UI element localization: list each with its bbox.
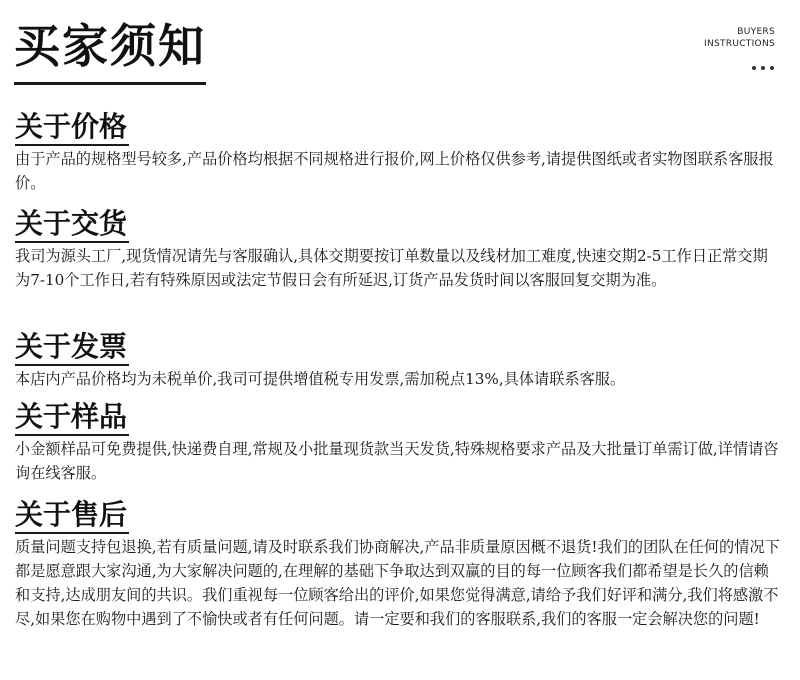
header (0, 0, 800, 92)
section-heading-delivery: 关于交货 (15, 207, 129, 243)
section-body-delivery: 我司为源头工厂,现货情况请先与客服确认,具体交期要按订单数量以及线材加工难度,快速交期2-5工作日正常交期为7-10个工作日,若有特殊原因或法定节假日会有所延迟,订货产品发货时间以客服回复交期为准。 (15, 247, 768, 289)
subtitle-line-1: BUYERS (737, 27, 775, 37)
more-dots-icon (752, 66, 774, 70)
page-title: 买家须知 (14, 19, 206, 73)
section-heading-aftersale: 关于售后 (15, 498, 129, 534)
section-invoice (15, 330, 780, 391)
section-body-aftersale: 质量问题支持包退换,若有质量问题,请及时联系我们协商解决,产品非质量原因概不退货!我们的团队在任何的情况下都是愿意跟大家沟通,为大家解决问题的,在理解的基础下争取达到双赢的目的每一位顾客我们都希望是长久的信赖和支持,达成朋友间的共识。我们重视每一位顾客给出的评价,如果您觉得满意,请给予我们好评和满分,我们将感激不尽,如果您在购物中遇到了不愉快或者有任何问题。请一定要和我们的客服联系,我们的客服一定会解决您的问题! (15, 538, 780, 628)
section-heading-sample: 关于样品 (15, 400, 129, 436)
section-sample (15, 400, 780, 485)
section-price (15, 110, 780, 195)
section-delivery (15, 207, 780, 292)
section-body-price: 由于产品的规格型号较多,产品价格均根据不同规格进行报价,网上价格仅供参考,请提供图纸或者实物图联系客服报价。 (15, 150, 774, 192)
section-body-sample: 小金额样品可免费提供,快递费自理,常规及小批量现货款当天发货,特殊规格要求产品及大批量订单需订做,详情请咨询在线客服。 (15, 440, 779, 482)
subtitle-line-2: INSTRUCTIONS (703, 39, 775, 49)
subtitle (704, 26, 775, 50)
section-heading-price: 关于价格 (15, 110, 129, 146)
title-underline (14, 82, 206, 85)
section-heading-invoice: 关于发票 (15, 330, 129, 366)
section-body-invoice: 本店内产品价格均为未税单价,我司可提供增值税专用发票,需加税点13%,具体请联系客服。 (15, 370, 626, 388)
section-aftersale (15, 498, 780, 631)
